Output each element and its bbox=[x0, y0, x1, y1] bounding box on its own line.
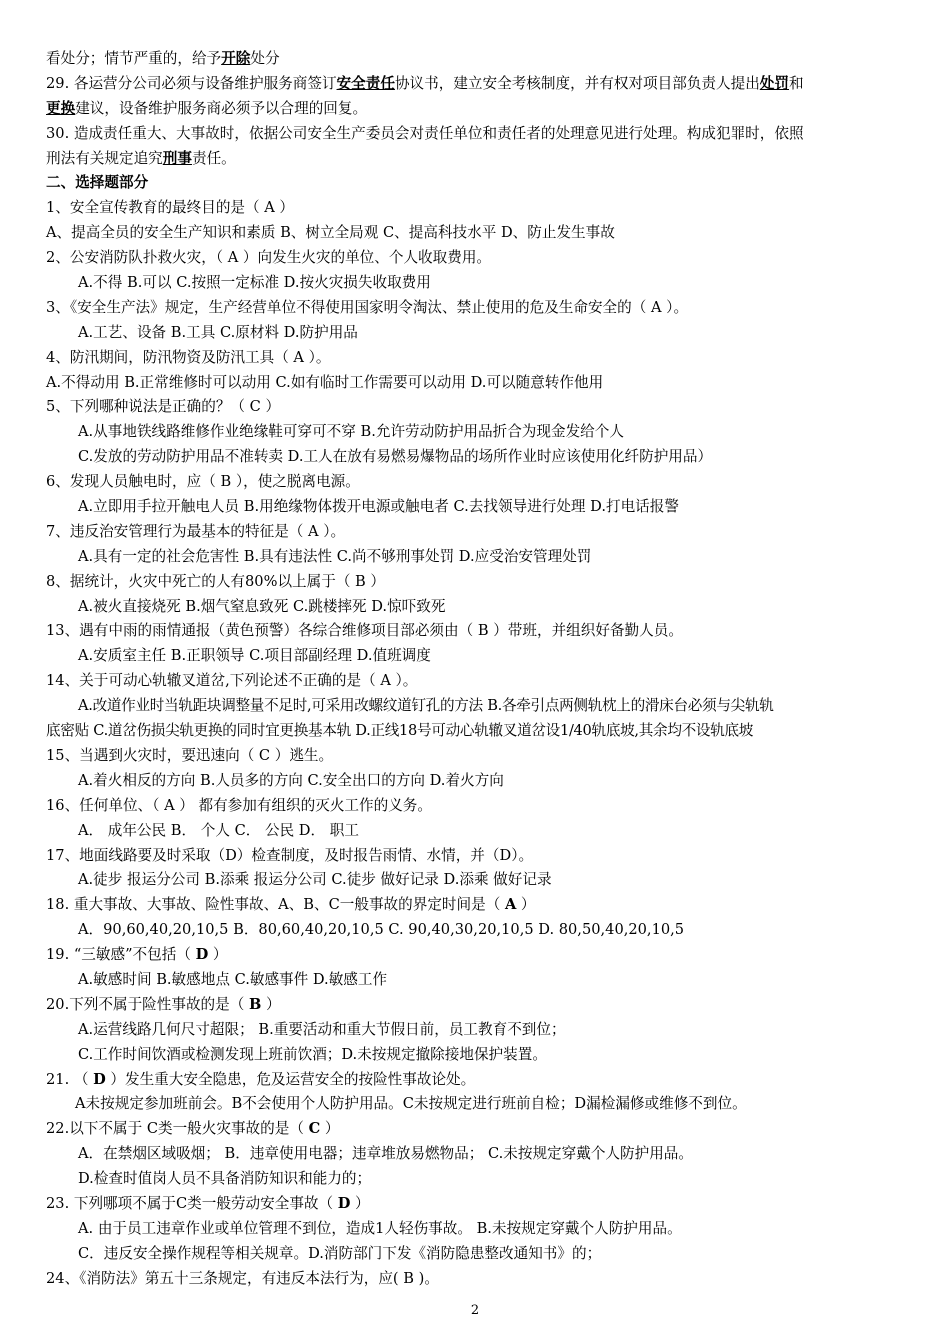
options: A、提高全员的安全生产知识和素质 B、树立全局观 C、提高科技水平 D、防止发生事故 bbox=[46, 224, 615, 242]
options: A.工艺、设备 B.工具 C.原材料 D.防护用品 bbox=[78, 323, 358, 341]
text-line: 看处分；情节严重的，给予开除处分 bbox=[46, 50, 280, 67]
question: 5、下列哪种说法是正确的？（ C ） bbox=[46, 398, 281, 416]
options: A.不得动用 B.正常维修时可以动用 C.如有临时工作需要可以动用 D.可以随意转作他用 bbox=[46, 373, 604, 391]
question: 22.以下不属于 C类一般火灾事故的是（ C ） bbox=[46, 1120, 340, 1138]
text-line: 更换建议，设备维护服务商必须予以合理的回复。 bbox=[46, 99, 368, 117]
options: A.不得 B.可以 C.按照一定标准 D.按火灾损失收取费用 bbox=[78, 274, 431, 292]
options: A.从事地铁线路维修作业绝缘鞋可穿可不穿 B.允许劳动防护用品折合为现金发给个人 bbox=[78, 423, 624, 441]
page-number: 2 bbox=[470, 1303, 480, 1318]
options: A.徒步 报运分公司 B.添乘 报运分公司 C.徒步 做好记录 D.添乘 做好记录 bbox=[78, 871, 552, 889]
options: C．违反安全操作规程等相关规章。D.消防部门下发《消防隐患整改通知书》的； bbox=[78, 1244, 602, 1262]
question: 3、《安全生产法》规定，生产经营单位不得使用国家明令淘汰、禁止使用的危及生命安全的（ A ）。 bbox=[46, 298, 689, 316]
question: 7、违反治安管理行为最基本的特征是（ A ）。 bbox=[46, 522, 346, 540]
options: 底密贴 C.道岔伤损尖轨更换的同时宜更换基本轨 D.正线18号可动心轨辙叉道岔设1/40轨底坡,其余均不设轨底坡 bbox=[46, 722, 754, 740]
options: A． 成年公民 B． 个人 C． 公民 D． 职工 bbox=[78, 821, 359, 839]
question: 18. 重大事故、大事故、险性事故、A、B、C一般事故的界定时间是（ A ） bbox=[46, 896, 536, 914]
question: 19. “三敏感”不包括（ D ） bbox=[46, 946, 228, 964]
question: 21. （ D ）发生重大安全隐患，危及运营安全的按险性事故论处。 bbox=[46, 1070, 476, 1088]
text-line: 30. 造成责任重大、大事故时，依据公司安全生产委员会对责任单位和责任者的处理意见进行处理。构成犯罪时，依照 bbox=[46, 124, 804, 142]
question: 17、地面线路要及时采取（D）检查制度，及时报告雨情、水情，并（D）。 bbox=[46, 846, 534, 864]
question: 2、公安消防队扑救火灾，（ A ）向发生火灾的单位、个人收取费用。 bbox=[46, 249, 492, 267]
options: A.被火直接烧死 B.烟气窒息致死 C.跳楼摔死 D.惊吓致死 bbox=[78, 597, 446, 615]
options: A.立即用手拉开触电人员 B.用绝缘物体拨开电源或触电者 C.去找领导进行处理 D.打电话报警 bbox=[78, 498, 679, 516]
options: A.具有一定的社会危害性 B.具有违法性 C.尚不够刑事处罚 D.应受治安管理处罚 bbox=[78, 547, 592, 565]
options: A.运营线路几何尺寸超限； B.重要活动和重大节假日前，员工教育不到位； bbox=[78, 1020, 566, 1038]
question: 15、当遇到火灾时，要迅速向（ C ）逃生。 bbox=[46, 746, 334, 764]
question: 20.下列不属于险性事故的是（ B ） bbox=[46, 995, 281, 1013]
options: A.安质室主任 B.正职领导 C.项目部副经理 D.值班调度 bbox=[78, 647, 431, 665]
question: 1、安全宣传教育的最终目的是（ A ） bbox=[46, 199, 295, 217]
options: C.工作时间饮酒或检测发现上班前饮酒；D.未按规定撤除接地保护装置。 bbox=[78, 1045, 547, 1063]
question: 4、防汛期间，防汛物资及防汛工具（ A ）。 bbox=[46, 348, 331, 366]
question: 8、据统计，火灾中死亡的人有80%以上属于（ B ） bbox=[46, 572, 386, 590]
options: A.着火相反的方向 B.人员多的方向 C.安全出口的方向 D.着火方向 bbox=[78, 771, 504, 789]
options: A.改道作业时当轨距块调整量不足时,可采用改螺纹道钉孔的方法 B.各牵引点两侧轨枕上的滑床台必须与尖轨轨 bbox=[78, 697, 774, 715]
question: 16、任何单位、（ A ） 都有参加有组织的灭火工作的义务。 bbox=[46, 796, 432, 814]
options: C.发放的劳动防护用品不准转卖 D.工人在放有易燃易爆物品的场所作业时应该使用化纤防护用品） bbox=[78, 448, 713, 466]
options: A. 由于员工违章作业或单位管理不到位，造成1人轻伤事故。 B.未按规定穿戴个人防护用品。 bbox=[78, 1219, 682, 1237]
text-line: 29. 各运营分公司必须与设备维护服务商签订安全责任协议书，建立安全考核制度，并有权对项目部负责人提出处罚和 bbox=[46, 74, 804, 92]
question: 24、《消防法》第五十三条规定，有违反本法行为，应( B )。 bbox=[46, 1269, 439, 1287]
question: 6、发现人员触电时，应（ B ），使之脱离电源。 bbox=[46, 473, 360, 491]
section-heading: 二、选择题部分 bbox=[46, 174, 149, 192]
question: 23. 下列哪项不属于C类一般劳动安全事故（ D ） bbox=[46, 1194, 370, 1212]
options: A．90,60,40,20,10,5 B．80,60,40,20,10,5 C. 90,40,30,20,10,5 D. 80,50,40,20,10,5 bbox=[78, 921, 685, 939]
options: A．在禁烟区域吸烟； B．违章使用电器；违章堆放易燃物品； C.未按规定穿戴个人防护用品。 bbox=[78, 1145, 693, 1163]
options: A未按规定参加班前会。B不会使用个人防护用品。C未按规定进行班前自检；D漏检漏修或维修不到位。 bbox=[75, 1095, 747, 1113]
options: D.检查时值岗人员不具备消防知识和能力的； bbox=[78, 1170, 372, 1188]
question: 13、遇有中雨的雨情通报（黄色预警）各综合维修项目部必须由（ B ）带班，并组织好备勤人员。 bbox=[46, 622, 683, 640]
options: A.敏感时间 B.敏感地点 C.敏感事件 D.敏感工作 bbox=[78, 970, 388, 988]
text-line: 刑法有关规定追究刑事责任。 bbox=[46, 149, 236, 167]
document-page bbox=[46, 47, 910, 1292]
question: 14、关于可动心轨辙叉道岔,下列论述不正确的是（ A ）。 bbox=[46, 672, 418, 690]
